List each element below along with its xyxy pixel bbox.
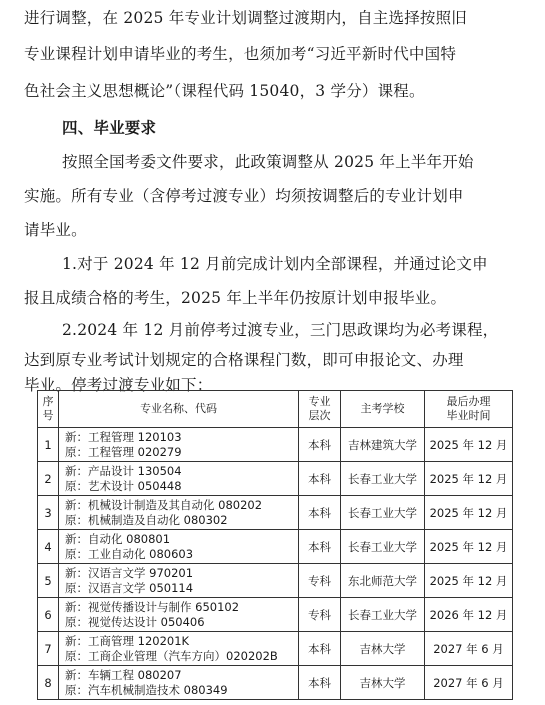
- cell-name: 新：汉语言文学 970201 原：汉语言文学 050114: [59, 564, 299, 598]
- header-no: 序 号: [38, 391, 59, 428]
- cell-name: 新：视觉传播设计与制作 650102 原：视觉传达设计 050406: [59, 598, 299, 632]
- body-line: 报且成绩合格的考生，2025 年上半年仍按原计划申报毕业。: [24, 289, 447, 307]
- body-line: 毕业。停考过渡专业如下：: [24, 376, 213, 394]
- cell-name: 新：工程管理 120103 原：工程管理 020279: [59, 428, 299, 462]
- cell-school: 长春工业大学: [341, 530, 425, 564]
- paragraph-line: 进行调整，在 2025 年专业计划调整过渡期内，自主选择按照旧: [24, 9, 468, 27]
- cell-name: 新：机械设计制造及其自动化 080202 原：机械制造及自动化 080302: [59, 496, 299, 530]
- table-row: [38, 530, 513, 564]
- cell-level: 本科: [299, 530, 341, 564]
- suspended-majors-table: [37, 390, 513, 700]
- cell-level: 本科: [299, 496, 341, 530]
- table-row: [38, 428, 513, 462]
- body-line: 达到原专业考试计划规定的合格课程门数，即可申报论文、办理: [24, 351, 464, 369]
- cell-no: 1: [38, 428, 59, 462]
- cell-school: 吉林大学: [341, 632, 425, 666]
- table-row: [38, 564, 513, 598]
- table-row: [38, 666, 513, 700]
- cell-level: 专科: [299, 598, 341, 632]
- cell-name: 新：工商管理 120201K 原：工商企业管理（汽车方向）020202B: [59, 632, 299, 666]
- table-row: [38, 632, 513, 666]
- cell-name: 新：车辆工程 080207 原：汽车机械制造技术 080349: [59, 666, 299, 700]
- cell-school: 吉林建筑大学: [341, 428, 425, 462]
- cell-no: 7: [38, 632, 59, 666]
- paragraph-line: 色社会主义思想概论”（课程代码 15040，3 学分）课程。: [24, 82, 425, 100]
- cell-school: 长春工业大学: [341, 462, 425, 496]
- paragraph-line: 专业课程计划申请毕业的考生，也须加考“习近平新时代中国特: [24, 45, 457, 63]
- header-school: 主考学校: [341, 391, 425, 428]
- section-heading: 四、毕业要求: [62, 119, 157, 137]
- body-line: 请毕业。: [24, 221, 87, 239]
- cell-no: 3: [38, 496, 59, 530]
- cell-level: 本科: [299, 632, 341, 666]
- cell-no: 5: [38, 564, 59, 598]
- cell-date: 2025 年 12 月: [425, 530, 513, 564]
- cell-date: 2025 年 12 月: [425, 462, 513, 496]
- cell-no: 6: [38, 598, 59, 632]
- body-line: 2.2024 年 12 月前停考过渡专业，三门思政课均为必考课程，: [62, 321, 499, 339]
- cell-school: 长春工业大学: [341, 496, 425, 530]
- cell-school: 东北师范大学: [341, 564, 425, 598]
- table-row: [38, 598, 513, 632]
- body-line: 实施。所有专业（含停考过渡专业）均须按调整后的专业计划申: [24, 187, 464, 205]
- header-date: 最后办理 毕业时间: [425, 391, 513, 428]
- header-name: 专业名称、代码: [59, 391, 299, 428]
- cell-level: 本科: [299, 462, 341, 496]
- cell-no: 4: [38, 530, 59, 564]
- cell-date: 2025 年 12 月: [425, 496, 513, 530]
- body-line: 1.对于 2024 年 12 月前完成计划内全部课程，并通过论文申: [62, 255, 488, 273]
- table-row: [38, 462, 513, 496]
- cell-name: 新：产品设计 130504 原：艺术设计 050448: [59, 462, 299, 496]
- cell-level: 专科: [299, 564, 341, 598]
- cell-date: 2025 年 12 月: [425, 428, 513, 462]
- cell-school: 长春工业大学: [341, 598, 425, 632]
- table-row: [38, 496, 513, 530]
- cell-date: 2026 年 12 月: [425, 598, 513, 632]
- cell-level: 本科: [299, 428, 341, 462]
- cell-name: 新：自动化 080801 原：工业自动化 080603: [59, 530, 299, 564]
- cell-date: 2027 年 6 月: [425, 632, 513, 666]
- cell-date: 2025 年 12 月: [425, 564, 513, 598]
- cell-school: 吉林大学: [341, 666, 425, 700]
- cell-level: 本科: [299, 666, 341, 700]
- cell-no: 8: [38, 666, 59, 700]
- body-line: 按照全国考委文件要求，此政策调整从 2025 年上半年开始: [62, 153, 474, 171]
- header-level: 专业 层次: [299, 391, 341, 428]
- cell-no: 2: [38, 462, 59, 496]
- cell-date: 2027 年 6 月: [425, 666, 513, 700]
- table-header-row: [38, 391, 513, 428]
